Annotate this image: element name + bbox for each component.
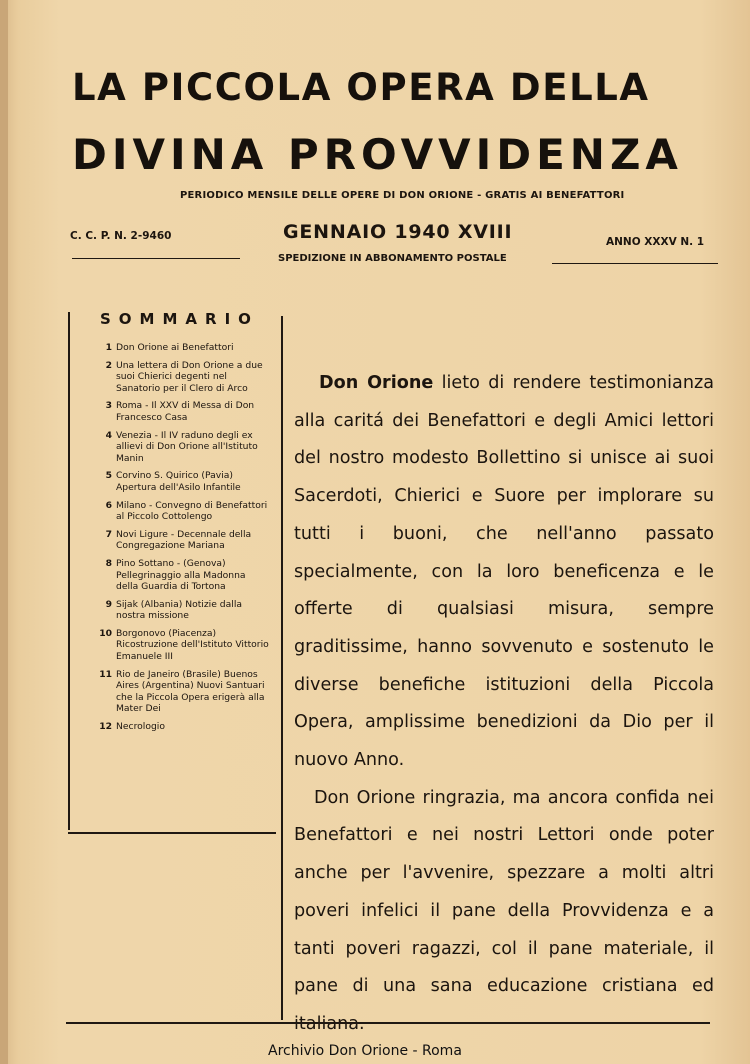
list-item (90, 599, 270, 622)
list-item (90, 500, 270, 523)
sommario-heading: SOMMARIO (100, 310, 259, 328)
list-item (90, 529, 270, 552)
article-lead-name: Don Orione (319, 373, 434, 393)
item-text: Una lettera di Don Orione a due suoi Chierici degenti nel Sanatorio per il Clero di Arco (116, 359, 263, 394)
item-number: 11 (99, 668, 112, 680)
list-item (90, 342, 270, 354)
issue-volume-number: ANNO XXXV N. 1 (606, 236, 705, 248)
postal-account-number: C. C. P. N. 2-9460 (70, 230, 172, 242)
item-text: Venezia - Il IV raduno degli ex allievi di Don Orione all'Istituto Manin (116, 429, 258, 464)
item-text: Borgonovo (Piacenza) Ricostruzione dell'Istituto Vittorio Emanuele III (116, 627, 269, 663)
list-item (90, 360, 270, 395)
item-number: 10 (99, 627, 112, 639)
item-number: 1 (105, 342, 112, 353)
item-text: Novi Ligure - Decennale della Congregazione Mariana (116, 528, 252, 552)
item-number: 8 (105, 557, 112, 569)
item-text: Necrologio (116, 721, 165, 733)
archive-caption: Archivio Don Orione - Roma (268, 1043, 462, 1059)
header-rule-left (72, 258, 240, 259)
item-text: Roma - Il XXV di Messa di Don Francesco Casa (116, 400, 255, 423)
issue-date: GENNAIO 1940 XVIII (283, 221, 513, 243)
item-text: Pino Sottano - (Genova) Pellegrinaggio alla Madonna della Guardia di Tortona (116, 557, 246, 593)
list-item (90, 558, 270, 593)
list-item (90, 470, 270, 493)
item-number: 9 (105, 598, 112, 610)
item-number: 2 (105, 359, 112, 371)
item-text: Milano - Convegno di Benefattori al Piccolo Cottolengo (116, 499, 268, 523)
sommario-bottom-rule (68, 832, 276, 834)
item-text: Corvino S. Quirico (Pavia) Apertura dell'Asilo Infantile (116, 470, 241, 493)
postal-shipping-note: SPEDIZIONE IN ABBONAMENTO POSTALE (278, 253, 507, 264)
item-number: 3 (105, 400, 112, 412)
item-number: 6 (105, 499, 112, 511)
item-text: Sijak (Albania) Notizie dalla nostra missione (116, 598, 242, 622)
item-number: 12 (99, 721, 112, 733)
article-paragraph-1 (294, 365, 714, 780)
article-paragraph-2: Don Orione ringrazia, ma ancora confida nei Benefattori e nei nostri Lettori onde poter anche per l'avvenire, spezzare a molti altri poveri infelici il pane della Provvidenza e a tanti poveri ragazzi, col il pane materiale, il pane di una sana educazione cristiana ed (294, 787, 714, 997)
sommario-right-rule (281, 316, 283, 1020)
article-paragraph-1-text: lieto di rendere testimonianza alla caritá dei Benefattori e degli Amici lettori del nostro modesto Bollettino si unisce ai suoi Sacerdoti, Chierici e Suore per implorare su tutti i buoni, che nell'anno passato specialmente, con la loro beneficenza e le offerte di qualsiasi misura, sempre graditissime, hanno sovvenuto e sostenuto le diverse benefiche istituzioni della Piccola Opera, amplissime benedizioni da Dio per il nuovo Anno. (294, 373, 714, 771)
list-item (90, 721, 270, 733)
sommario-list (90, 342, 270, 739)
sommario-left-rule (68, 312, 70, 830)
masthead-subtitle: PERIODICO MENSILE DELLE OPERE DI DON ORIONE - GRATIS AI BENEFATTORI (180, 190, 625, 201)
masthead-title-line-2: DIVINA PROVVIDENZA (72, 130, 683, 179)
masthead-title-line-1: LA PICCOLA OPERA DELLA (72, 66, 650, 109)
item-text: Don Orione ai Benefattori (116, 342, 234, 353)
item-text: Rio de Janeiro (Brasile) Buenos Aires (Argentina) Nuovi Santuari che la Piccola Opera erigerà alla Mater Dei (116, 668, 265, 715)
item-number: 4 (105, 429, 112, 441)
list-item (90, 628, 270, 663)
binding-edge (0, 0, 8, 1064)
header-rule-right (552, 263, 718, 264)
list-item (90, 430, 270, 465)
list-item (90, 400, 270, 423)
item-number: 7 (105, 528, 112, 540)
bottom-rule (66, 1022, 710, 1024)
list-item (90, 669, 270, 715)
article-body (294, 365, 714, 1044)
item-number: 5 (105, 470, 112, 482)
